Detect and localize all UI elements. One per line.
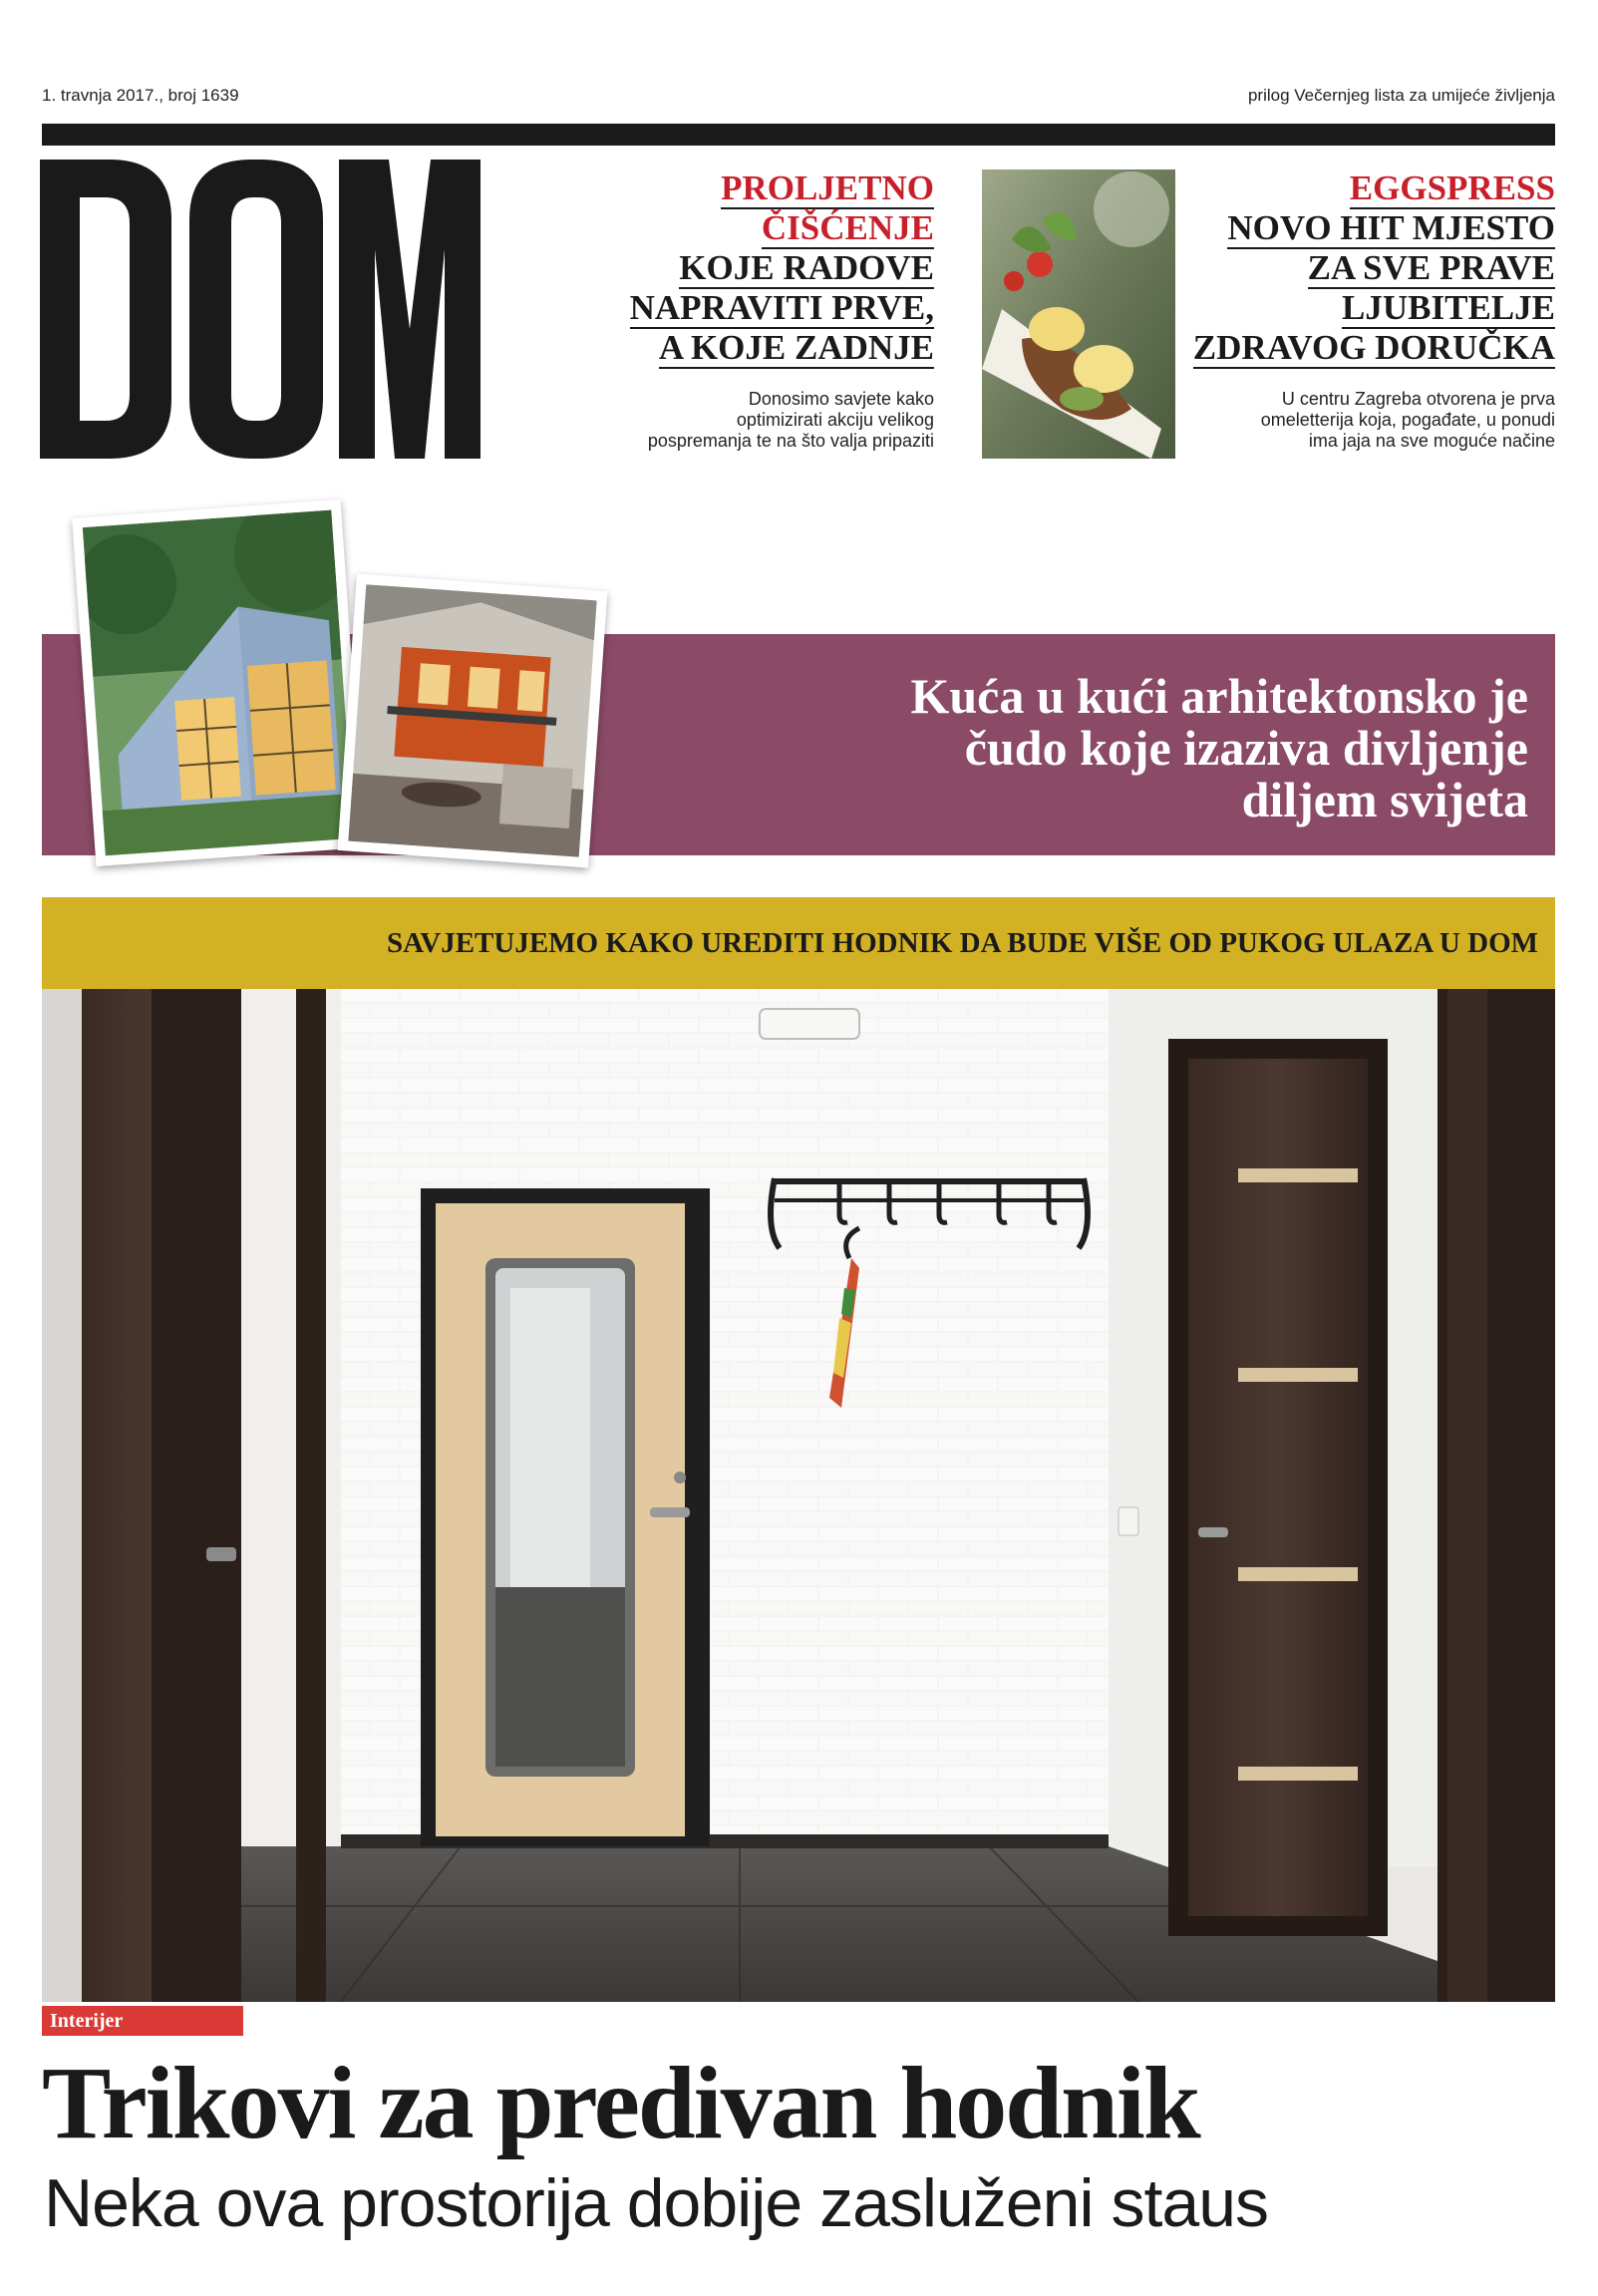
hallway-photo[interactable]: [42, 989, 1555, 2002]
cleaning-kicker-1: PROLJETNO: [721, 168, 934, 207]
feature-title[interactable]: Trikovi za predivan hodnik: [42, 2046, 1199, 2160]
eggspress-title-4: ZDRAVOG DORUČKA: [1192, 328, 1555, 367]
header-rule: [42, 124, 1555, 146]
house-banner-title[interactable]: [771, 670, 1528, 825]
cleaning-deck-1: Donosimo savjete kako: [748, 389, 934, 409]
house-exterior-photo[interactable]: [72, 499, 365, 866]
eggspress-deck: [1176, 389, 1555, 452]
feature-subtitle: Neka ova prostorija dobije zasluženi staus: [44, 2165, 1269, 2241]
banner-title-3: diljem svijeta: [1241, 772, 1528, 827]
cleaning-deck: [595, 389, 934, 452]
eggspress-photo[interactable]: [982, 169, 1175, 459]
dom-logo: [40, 160, 480, 459]
eggspress-deck-1: U centru Zagreba otvorena je prva: [1281, 389, 1555, 409]
cleaning-kicker-2: ČIŠĆENJE: [761, 208, 934, 247]
section-tag: Interijer: [42, 2006, 243, 2036]
eggspress-headline[interactable]: [1176, 169, 1555, 369]
eggspress-title-1: NOVO HIT MJESTO: [1227, 208, 1555, 247]
cleaning-deck-2: optimizirati akciju velikog: [736, 410, 934, 430]
cleaning-title-3: A KOJE ZADNJE: [658, 328, 934, 367]
banner-title-1: Kuća u kući arhitektonsko je: [910, 668, 1528, 724]
cleaning-deck-3: pospremanja te na što valja pripaziti: [647, 431, 934, 451]
eggspress-title-2: ZA SVE PRAVE: [1307, 248, 1555, 287]
eggspress-deck-3: ima jaja na sve moguće načine: [1308, 431, 1555, 451]
hallway-strip-text[interactable]: SAVJETUJEMO KAKO UREDITI HODNIK DA BUDE VIŠE OD PUKOG ULAZA U DOM: [386, 927, 1538, 959]
house-interior-photo[interactable]: [338, 574, 608, 868]
eggspress-title-3: LJUBITELJE: [1342, 288, 1555, 327]
banner-title-2: čudo koje izaziva divljenje: [964, 720, 1528, 776]
eggspress-deck-2: omeletterija koja, pogađate, u ponudi: [1260, 410, 1555, 430]
cleaning-title-2: NAPRAVITI PRVE,: [629, 288, 934, 327]
cleaning-headline[interactable]: [595, 169, 934, 369]
supplement-label: prilog Večernjeg lista za umijeće življenja: [1247, 86, 1555, 105]
date-issue: 1. travnja 2017., broj 1639: [42, 86, 239, 105]
cleaning-title-1: KOJE RADOVE: [679, 248, 934, 287]
eggspress-kicker: EGGSPRESS: [1349, 168, 1555, 207]
